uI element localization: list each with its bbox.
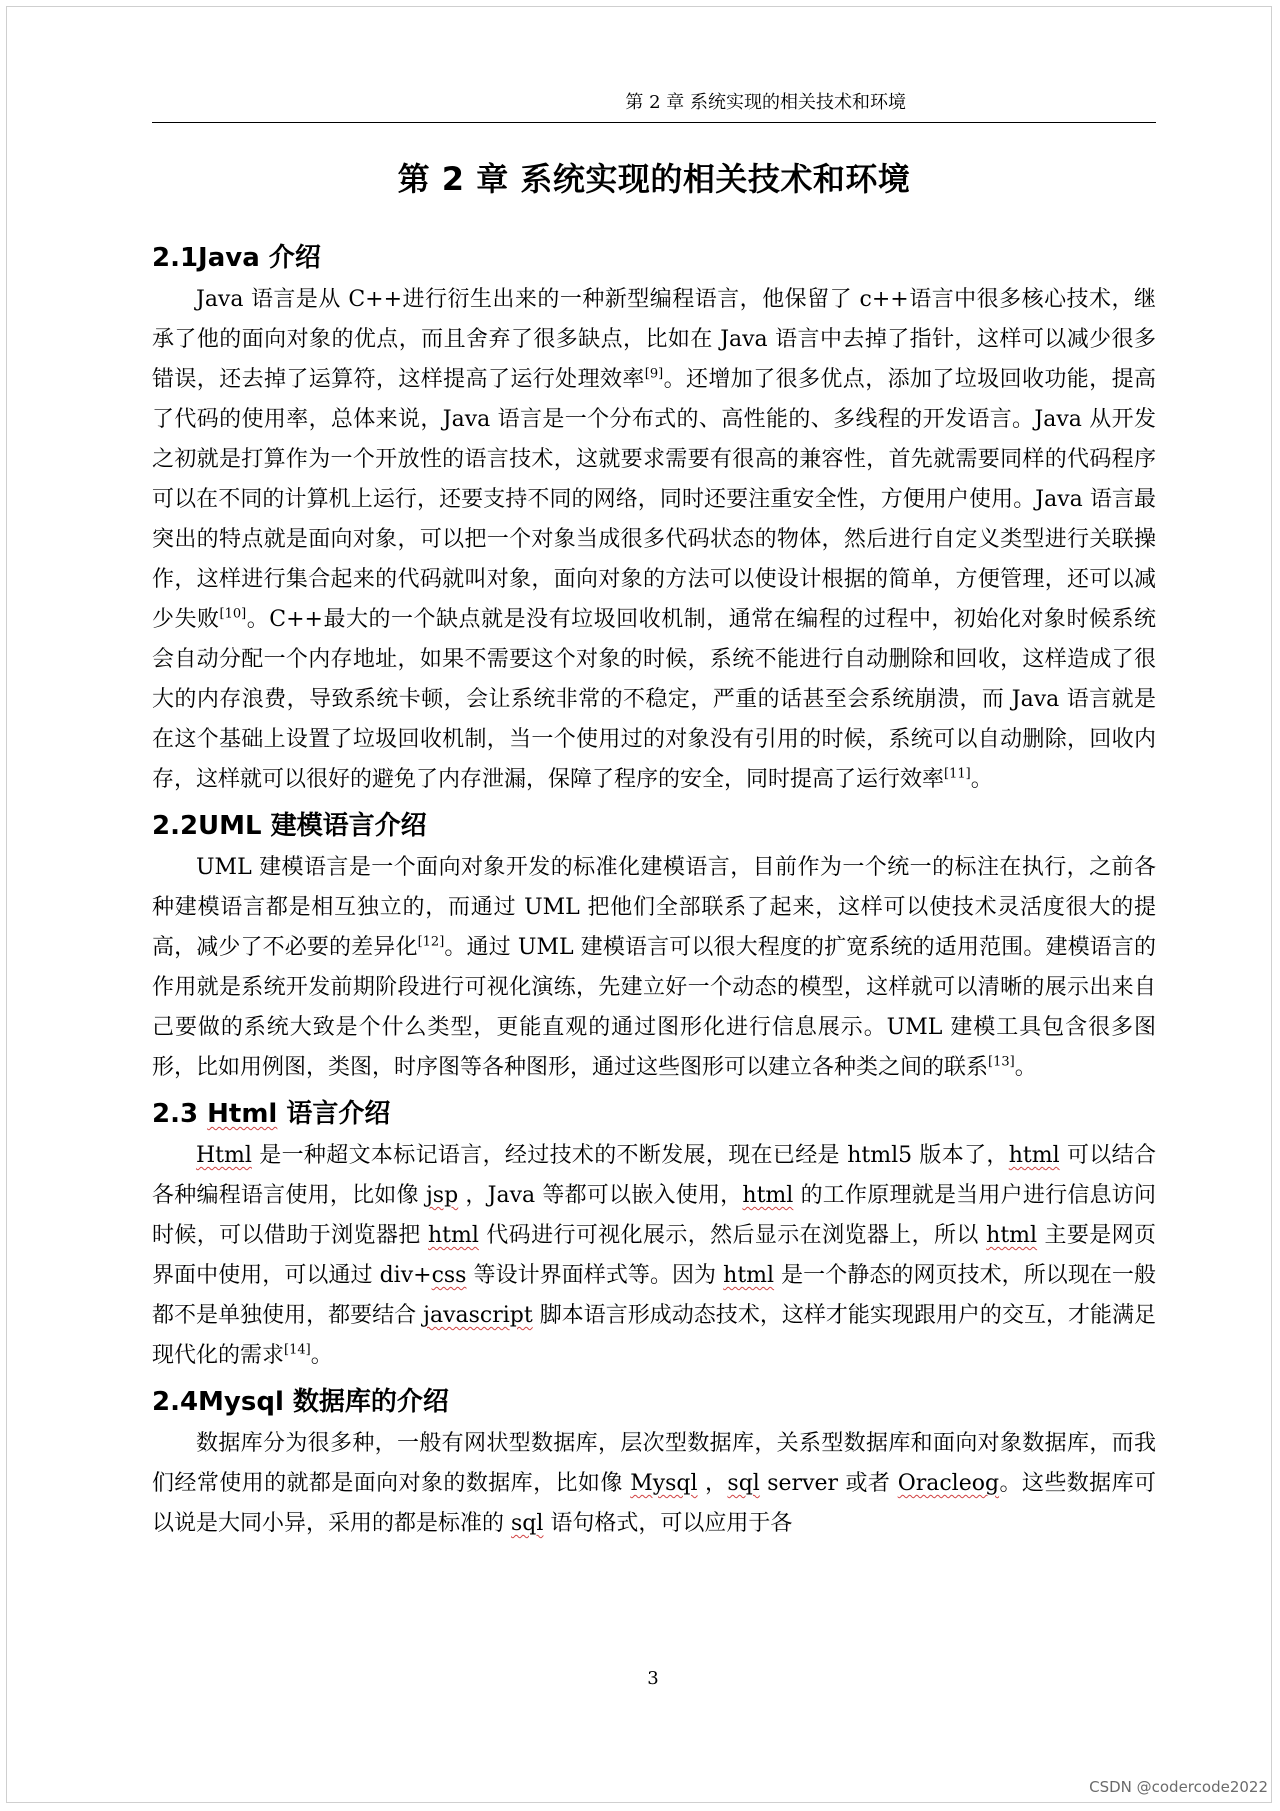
text-run: 的工作原理就是当用户进行信息访问时候，可以借助于浏览器把 <box>152 1183 1157 1248</box>
spellcheck-word: Mysql <box>630 1471 698 1496</box>
spellcheck-word: Html <box>196 1143 252 1168</box>
paragraph-html <box>152 1136 1156 1376</box>
spellcheck-word: html <box>742 1183 794 1208</box>
document-body <box>152 236 1156 1548</box>
citation-ref: [12] <box>417 934 445 950</box>
text-run: 是一个静态的网页技术，所以现在一般都不是单独使用，都要结合 <box>152 1263 1156 1328</box>
spellcheck-word: javascript <box>423 1303 533 1328</box>
text-run: 。通过 UML 建模语言可以很大程度的扩宽系统的适用范围。建模语言的作用就是系统开发前期阶段进行可视化演练，先建立好一个动态的模型，这样就可以清晰的展示出来自己要做的系统大致是个什么类型，更能直观的通过图形化进行信息展示。UML 建模工具包含很多图形，比如用例图，类图，时序图等各种图形，通过这些图形可以建立各种类之间的联系 <box>152 935 1156 1080</box>
text-run: ， <box>697 1471 728 1496</box>
section-heading-uml: 2.2UML 建模语言介绍 <box>152 811 427 841</box>
citation-ref: [11] <box>944 766 971 782</box>
citation-ref: [10] <box>219 606 247 622</box>
text-run: 代码进行可视化展示，然后显示在浏览器上，所以 <box>478 1223 987 1248</box>
running-header: 第 2 章 系统实现的相关技术和环境 <box>625 92 906 113</box>
paragraph-uml <box>152 848 1156 1088</box>
text-run: UML 建模语言是一个面向对象开发的标准化建模语言，目前作为一个统一的标注在执行，之前各种建模语言都是相互独立的，而通过 UML 把他们全部联系了起来，这样可以使技术灵活度很大的提高，减少了不必要的差异化 <box>152 855 1156 960</box>
spellcheck-word: Html <box>207 1099 278 1129</box>
text-run: ，Java 等都可以嵌入使用， <box>458 1183 743 1208</box>
citation-ref: [13] <box>988 1054 1015 1070</box>
spellcheck-word: html <box>1008 1143 1060 1168</box>
spellcheck-word: html <box>428 1223 479 1248</box>
heading-text: 语言介绍 <box>277 1099 391 1129</box>
citation-ref: [14] <box>284 1342 311 1358</box>
spellcheck-word: css <box>431 1263 467 1288</box>
text-run: 主要是网页界面中使用，可以通过 div+ <box>152 1223 1156 1288</box>
paragraph-mysql <box>152 1424 1156 1544</box>
section-heading-java: 2.1Java 介绍 <box>152 243 321 273</box>
text-run: 。还增加了很多优点，添加了垃圾回收功能，提高了代码的使用率，总体来说，Java 语言是一个分布式的、高性能的、多线程的开发语言。Java 从开发之初就是打算作为一个开放性的语言技术，这就要求需要有很高的兼容性，首先就需要同样的代码程序可以在不同的计算机上运行，还要支持不同的网络，同时还要注重安全性，方便用户使用。Java 语言最突出的特点就是面向对象，可以把一个对象当成很多代码状态的物体，然后进行自定义类型进行关联操作，这样进行集合起来的代码就叫对象，面向对象的方法可以使设计根据的简单，方便管理，还可以减少失败 <box>152 367 1156 632</box>
text-run: 。 <box>1014 1055 1037 1080</box>
text-run: 。C++最大的一个缺点就是没有垃圾回收机制，通常在编程的过程中，初始化对象时候系统会自动分配一个内存地址，如果不需要这个对象的时候，系统不能进行自动删除和回收，这样造成了很大的内存浪费，导致系统卡顿，会让系统非常的不稳定，严重的话甚至会系统崩溃，而 Java 语言就是在这个基础上设置了垃圾回收机制，当一个使用过的对象没有引用的时候，系统可以自动删除，回收内存，这样就可以很好的避免了内存泄漏，保障了程序的安全，同时提高了运行效率 <box>152 607 1156 792</box>
section-heading-mysql: 2.4Mysql 数据库的介绍 <box>152 1387 449 1417</box>
watermark: CSDN @codercode2022 <box>1089 1778 1268 1796</box>
spellcheck-word: html <box>723 1263 775 1288</box>
heading-text: 2.3 <box>152 1099 208 1129</box>
text-run: 是一种超文本标记语言，经过技术的不断发展，现在已经是 html5 版本了， <box>251 1143 1009 1168</box>
page-number: 3 <box>647 1668 659 1689</box>
text-run: 。这些数据库可以说是大同小异，采用的都是标准的 <box>152 1471 1156 1536</box>
text-run: 语句格式，可以应用于各 <box>543 1511 793 1536</box>
chapter-title: 第 2 章 系统实现的相关技术和环境 <box>397 160 911 198</box>
text-run: Java 语言是从 C++进行衍生出来的一种新型编程语言，他保留了 c++语言中很多核心技术，继承了他的面向对象的优点，而且舍弃了很多缺点，比如在 Java 语言中去掉了指针，这样可以减少很多错误，还去掉了运算符，这样提高了运行处理效率 <box>152 287 1156 392</box>
header-rule <box>152 122 1156 123</box>
section-heading-html <box>152 1092 1156 1136</box>
text-run: 脚本语言形成动态技术，这样才能实现跟用户的交互，才能满足现代化的需求 <box>152 1303 1157 1368</box>
spellcheck-word: sql <box>511 1511 544 1536</box>
text-run: 。 <box>310 1343 333 1368</box>
text-run: 等设计界面样式等。因为 <box>466 1263 724 1288</box>
text-run: 数据库分为很多种，一般有网状型数据库，层次型数据库，关系型数据库和面向对象数据库，而我们经常使用的就都是面向对象的数据库，比如像 <box>152 1431 1156 1496</box>
text-run: 。 <box>970 767 993 792</box>
spellcheck-word: jsp <box>425 1183 459 1208</box>
spellcheck-word: Oracleog <box>897 1471 1000 1496</box>
paragraph-java <box>152 280 1156 800</box>
text-run: 可以结合各种编程语言使用，比如像 <box>152 1143 1156 1208</box>
citation-ref: [9] <box>644 366 664 382</box>
spellcheck-word: html <box>986 1223 1038 1248</box>
text-run: server 或者 <box>759 1471 898 1496</box>
spellcheck-word: sql <box>727 1471 760 1496</box>
